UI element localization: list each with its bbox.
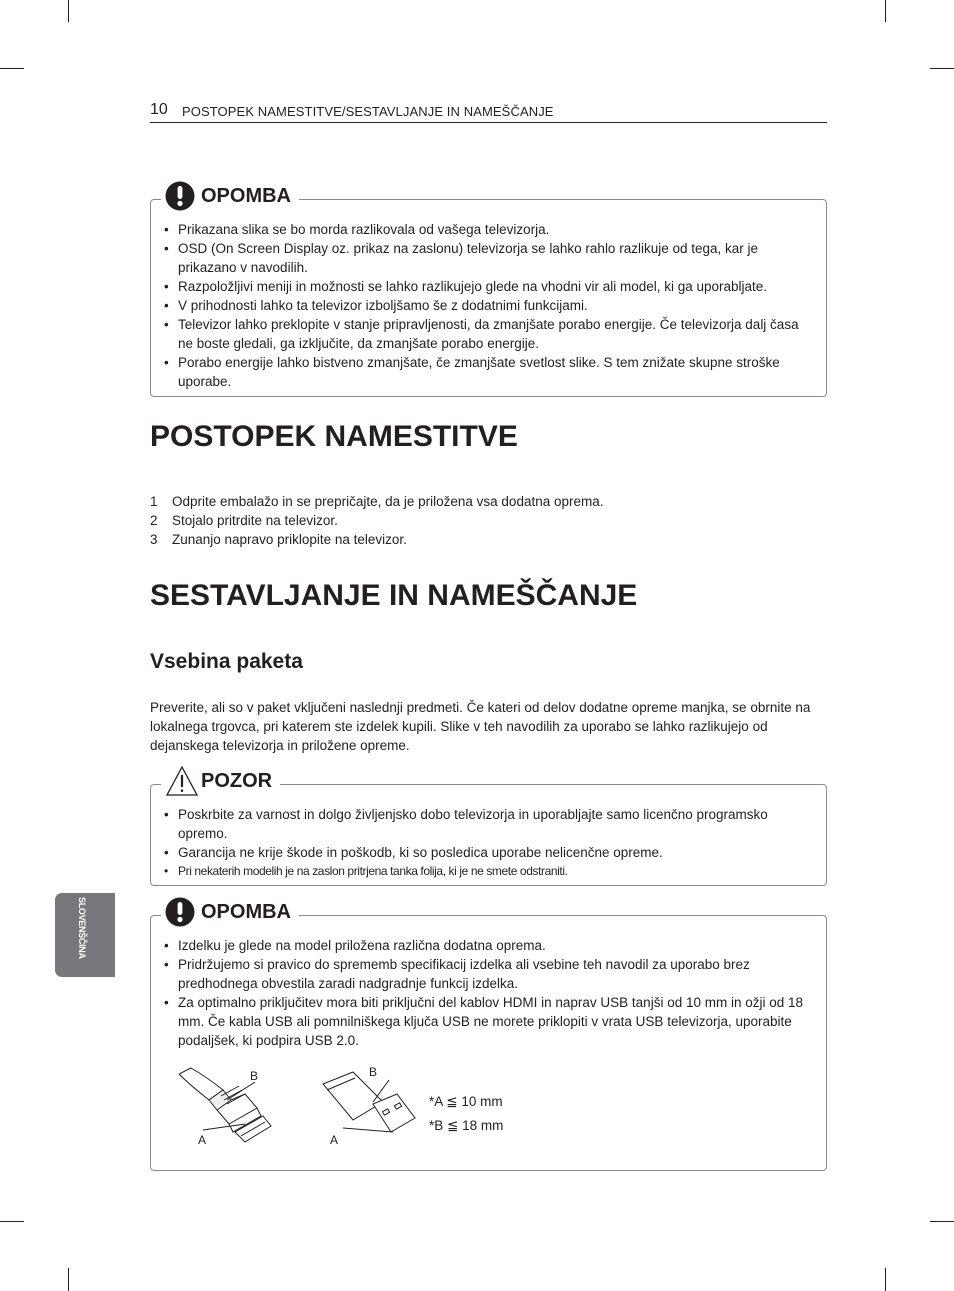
note-box [150,900,827,1171]
hdmi-label-b: B [250,1069,259,1083]
dimension-a: *A ≦ 10 mm [429,1094,503,1109]
crop-mark [68,0,69,22]
step-text: Zunanjo napravo priklopite na televizor. [172,532,407,547]
caution-label: POZOR [201,769,273,792]
page-header [150,100,827,123]
running-title: POSTOPEK NAMESTITVE/SESTAVLJANJE IN NAMEŠČANJE [182,104,554,119]
crop-mark [68,1268,69,1291]
step-item [150,530,604,549]
step-number: 1 [150,494,158,509]
step-number: 3 [150,532,158,547]
steps-list [150,492,604,549]
list-item: • Prikazana slika se bo morda razlikovala od vašega televizorja. [163,220,814,239]
note-list [163,936,814,1050]
usb-stick-drawing [323,1072,415,1132]
list-item: • Poskrbite za varnost in dolgo življenjsko dobo televizorja in uporabljajte samo licenčno programsko opremo. [163,805,814,843]
page-number: 10 [150,101,168,118]
list-item: • Garancija ne krije škode in poškodb, ki so posledica uporabe nelicenčne opreme. [163,843,814,862]
exclamation-circle-icon [165,897,195,927]
hdmi-label-a: A [198,1133,207,1147]
step-number: 2 [150,513,158,528]
crop-mark [0,68,24,69]
language-tab-label: SLOVENŠČINA [77,897,87,959]
usb-label-a: A [330,1133,339,1147]
language-tab [55,893,115,977]
list-item: • Televizor lahko preklopite v stanje pripravljenosti, da zmanjšate porabo energije. Če televizorja dalj časa ne boste gledali, ga izključite, da zmanjšate porabo energije. [163,315,814,353]
crop-mark [885,0,886,22]
dimension-b: *B ≦ 18 mm [429,1118,504,1133]
list-item: • Pri nekaterih modelih je na zaslon pritrjena tanka folija, ki je ne smete odstraniti. [163,862,814,881]
dimension-notes [429,1090,503,1138]
caution-list [163,805,814,881]
intro-paragraph: Preverite, ali so v paket vključeni naslednji predmeti. Če kateri od delov dodatne opreme manjka, se obrnite na lokalnega trgovca, pri katerem ste izdelek kupili. Slike v teh navodilih za uporabo se lahko razlikujejo od dejanskega televizorja in priložene opreme. [150,700,811,753]
subsection-title: Vsebina paketa [150,650,303,673]
crop-mark [930,68,954,69]
crop-mark [930,1221,954,1222]
note-header [161,892,299,932]
step-item [150,492,604,511]
section-title: SESTAVLJANJE IN NAMEŠČANJE [150,579,638,612]
note-label: OPOMBA [201,900,291,923]
note-list [163,220,814,391]
caution-header [161,761,280,801]
step-text: Stojalo pritrdite na televizor. [172,513,338,528]
list-item: • Za optimalno priključitev mora biti priključni del kablov HDMI in naprav USB tanjši od 10 mm in ožji od 18 mm. Če kabla USB ali pomnilniškega ključa USB ne morete priklopiti v vrata USB televizorja, uporabite podaljšek, ki podpira USB 2.0. [163,993,814,1050]
note-header [161,176,299,216]
warning-triangle-icon [165,765,199,797]
exclamation-circle-icon [165,181,195,211]
caution-box [150,769,827,886]
section-title: POSTOPEK NAMESTITVE [150,420,518,453]
list-item: • V prihodnosti lahko ta televizor izboljšamo še z dodatnimi funkcijami. [163,296,814,315]
step-text: Odprite embalažo in se prepričajte, da je priložena vsa dodatna oprema. [172,494,604,509]
crop-mark [0,1221,24,1222]
note-label: OPOMBA [201,184,291,207]
usb-label-b: B [369,1066,378,1079]
crop-mark [885,1268,886,1291]
note-box [150,184,827,397]
list-item: • Porabo energije lahko bistveno zmanjšate, če zmanjšate svetlost slike. S tem znižate skupne stroške uporabe. [163,353,814,391]
list-item: • Razpoložljivi meniji in možnosti se lahko razlikujejo glede na vhodni vir ali model, ki ga uporabljate. [163,277,814,296]
list-item: • Pridržujemo si pravico do sprememb specifikacij izdelka ali vsebine teh navodil za uporabo brez predhodnega obvestila zaradi nadgradnje funkcij izdelka. [163,955,814,993]
list-item: • Izdelku je glede na model priložena različna dodatna oprema. [163,936,814,955]
list-item: • OSD (On Screen Display oz. prikaz na zaslonu) televizorja se lahko rahlo razlikuje od tega, kar je prikazano v navodilih. [163,239,814,277]
step-item [150,511,604,530]
